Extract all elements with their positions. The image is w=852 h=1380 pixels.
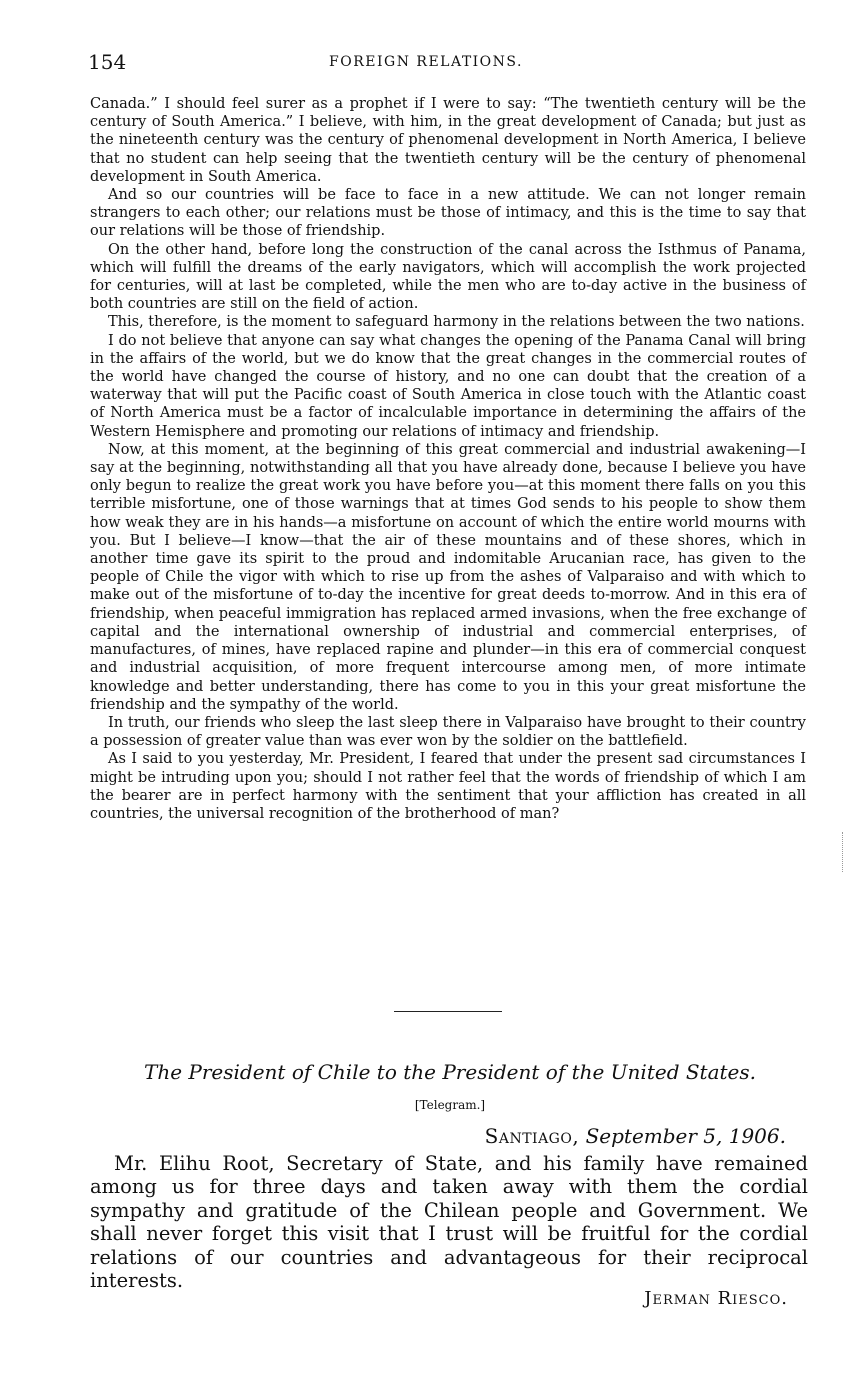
running-head: FOREIGN RELATIONS. [329, 54, 523, 70]
section-title: The President of Chile to the President of the United States. [143, 1060, 757, 1084]
telegram-text: Mr. Elihu Root, Secretary of State, and his family have remained among us for three days and taken away with them the cordial sympathy and gratitude of the Chilean people and Government. We shall never forget this visit that I trust will be fruitful for the cordial relations of our countries and advantageous for their reciprocal interests. [90, 1152, 808, 1293]
telegram-body [90, 1152, 808, 1292]
page-number: 154 [88, 50, 127, 74]
paragraph: As I said to you yesterday, Mr. President, I feared that under the present sad circumstances I might be intruding upon you; should I not rather feel that the words of friendship of which I am the bearer are in perfect harmony with the sentiment that your affliction has created in all countries, the universal recognition of the brotherhood of man? [90, 751, 806, 822]
margin-mark [842, 832, 845, 872]
paragraph: Now, at this moment, at the beginning of this great commercial and industrial awakening—I say at the beginning, notwithstanding all that you have already done, because I believe you have only begun to realize the great work you have before you—at this moment there falls on you this terrible misfortune, one of those warnings that at times God sends to his people to show them how weak they are in his hands—a misfortune on account of which the entire world mourns with you. But I believe—I know—that the air of these mountains and of these shores, which in another time gave its spirit to the proud and indomitable Arucanian race, has given to the people of Chile the vigor with which to rise up from the ashes of Valparaiso and with which to make out of the misfortune of to-day the incentive for great deeds to-morrow. And in this era of friendship, when peaceful immigration has replaced armed invasions, when the free exchange of capital and the international ownership of industrial and commercial enterprises, of manufactures, of mines, have replaced rapine and plunder—in this era of commercial conquest and industrial acquisition, of more frequent intercourse among men, of more intimate knowledge and better understanding, there has come to you in this your great misfortune the friendship and the sympathy of the world. [90, 441, 806, 713]
dateline-place: Santiago, [484, 1124, 580, 1148]
paragraph: Canada.” I should feel surer as a prophet if I were to say: “The twentieth century will be the century of South America.” I believe, with him, in the great development of Canada; but just as the nineteenth century was the century of phenomenal development in North America, I believe that no student can help seeing that the twentieth century will be the century of phenomenal development in South America. [90, 96, 806, 185]
telegram-label: [Telegram.] [414, 1098, 486, 1112]
paragraph: I do not believe that anyone can say what changes the opening of the Panama Canal will bring in the affairs of the world, but we do know that the great changes in the commercial routes of the world have changed the course of history, and no one can doubt that the creation of a waterway that will put the Pacific coast of South America in close touch with the Atlantic coast of North America must be a factor of incalculable importance in determining the affairs of the Western Hemisphere and promoting our relations of intimacy and friendship. [90, 332, 806, 440]
paragraph: This, therefore, is the moment to safeguard harmony in the relations between the two nations. [108, 314, 805, 331]
speech-body [90, 95, 806, 823]
paragraph: In truth, our friends who sleep the last sleep there in Valparaiso have brought to their country a possession of greater value than was ever won by the soldier on the battlefield. [90, 714, 806, 750]
dateline [485, 1124, 786, 1148]
dateline-date: September 5, 1906. [585, 1124, 786, 1148]
paragraph: And so our countries will be face to face in a new attitude. We can not longer remain strangers to each other; our relations must be those of intimacy, and this is the time to say that our relations will be those of friendship. [90, 187, 806, 240]
section-divider [394, 1011, 502, 1012]
paragraph: On the other hand, before long the construction of the canal across the Isthmus of Panama, which will fulfill the dreams of the early navigators, which will accomplish the work projected for centuries, will at last be completed, while the men who are to-day active in the business of both countries are still on the field of action. [90, 241, 806, 313]
signature: Jerman Riesco. [644, 1288, 788, 1309]
